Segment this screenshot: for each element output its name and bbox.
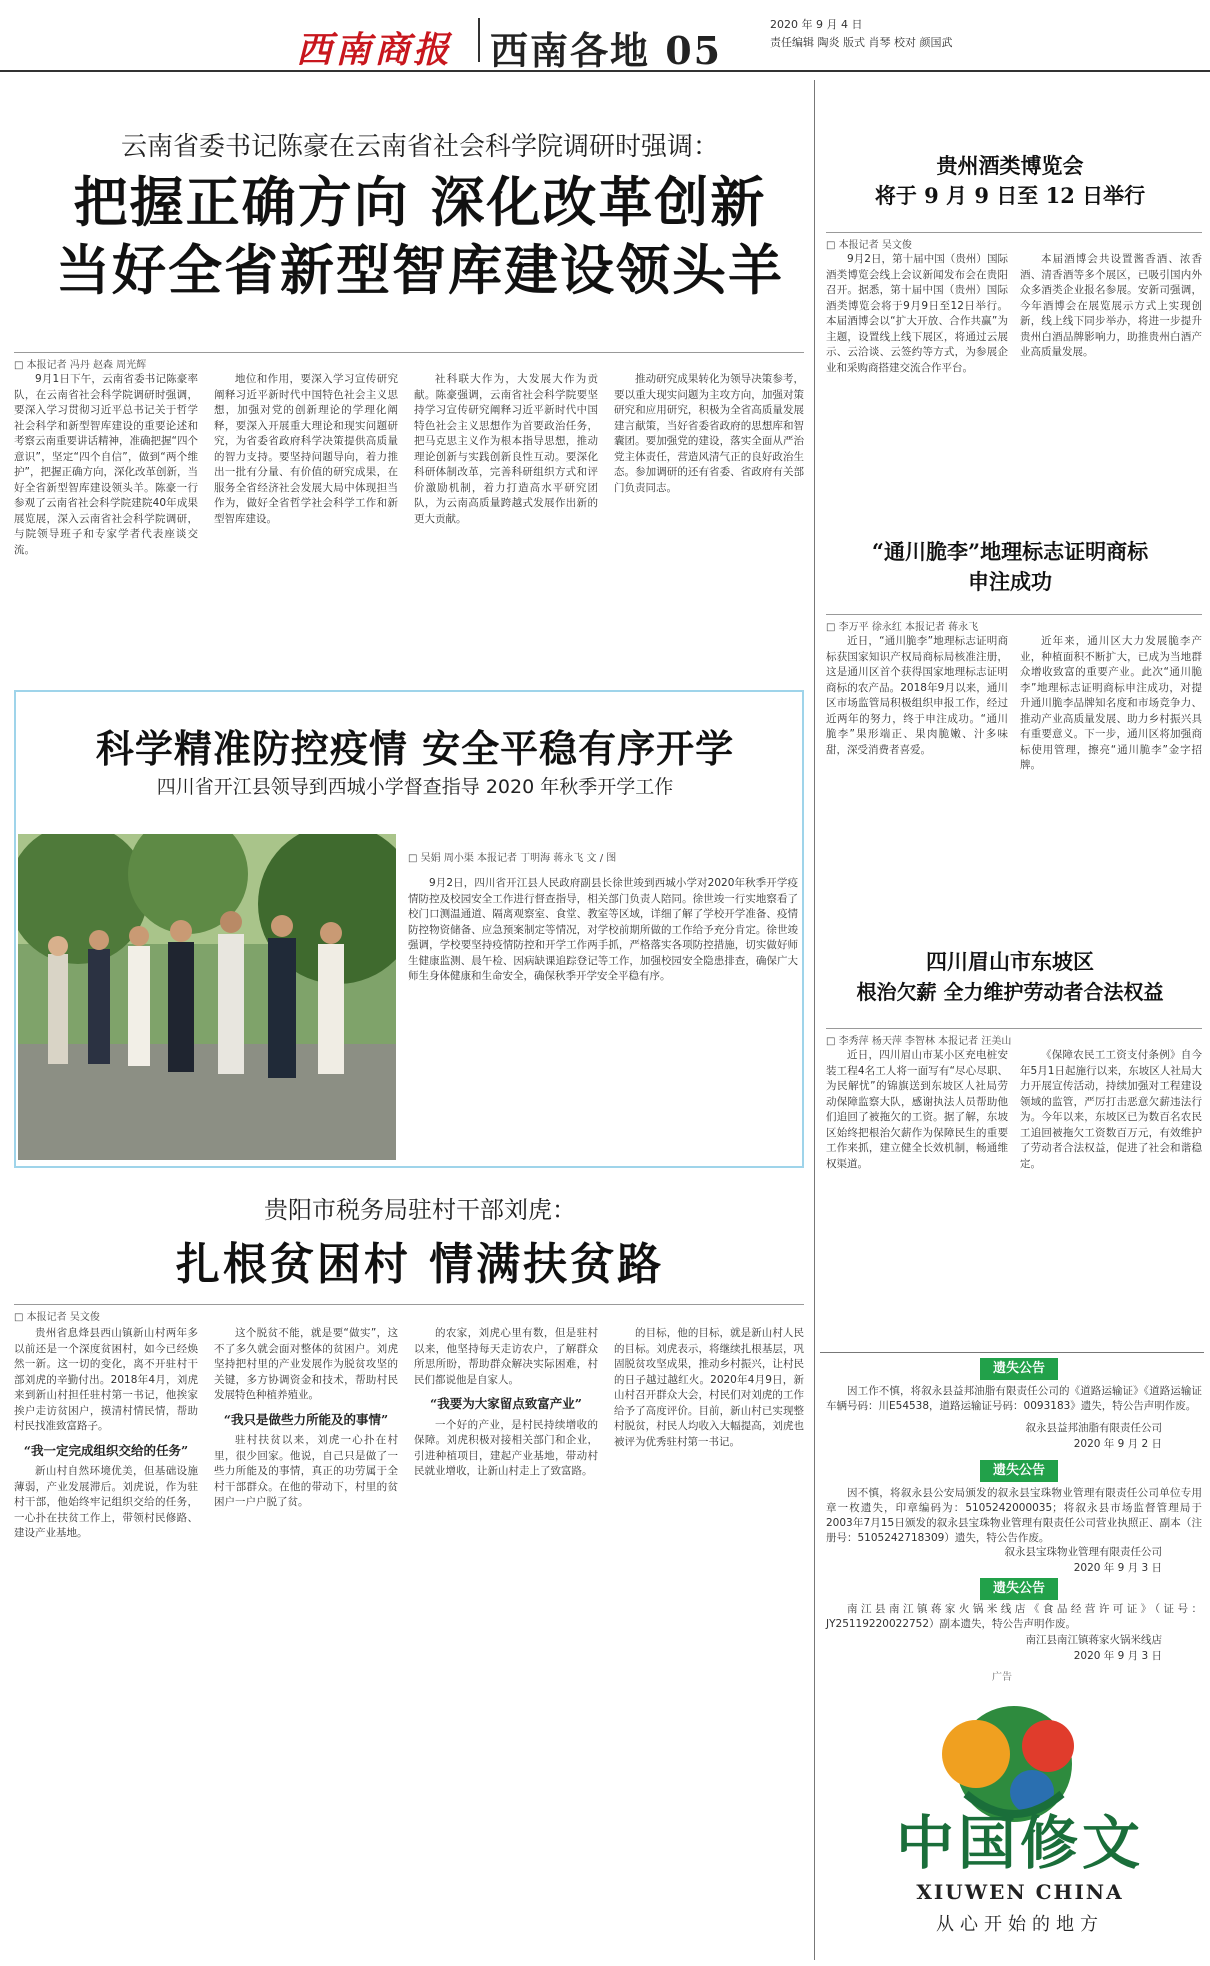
guiyang-col2-text: 这个脱贫不能，就是要“做实”，这不了多久就会面对整体的贫困户。刘虎坚持把村里的产业发展作为脱贫攻坚的关键，多方协调资金和技术，帮助村民发展特色种植养殖业。 bbox=[214, 1327, 398, 1401]
lost-notice-date-1: 2020 年 9 月 2 日 bbox=[1073, 1438, 1162, 1450]
lost-notice-text-2: 因不慎，将叙永县公安局颁发的叙永县宝珠物业管理有限责任公司单位专用章一枚遗失，印章编码为：5105242000035；将叙永县市场监督管理局于2003年7月15日颁发的叙永县宝珠物业管理有限责任公司营业执照正、副本（注册号：5105242718309）遗失，特公告作废。 bbox=[826, 1487, 1202, 1544]
lead-col4-text: 推动研究成果转化为领导决策参考，要以重大现实问题为主攻方向，加强对策研究和应用研究，积极为全省高质量发展建言献策，当好省委省政府的思想库和智囊团。要加强党的建设，落实全面从严治党主体责任，营造风清气正的良好政治生态。参加调研的还有省委、省政府有关部门负责同志。 bbox=[614, 373, 804, 494]
lead-headline-line-2: 当好全省新型智库建设领头羊 bbox=[56, 238, 784, 302]
guiyang-byline-text: 本报记者 吴文俊 bbox=[26, 1312, 100, 1323]
notices-top-rule bbox=[820, 1352, 1204, 1353]
masthead bbox=[0, 0, 1210, 72]
lost-notice-tag-3: 遗失公告 bbox=[980, 1578, 1058, 1600]
lead-byline: □ 本报记者 冯丹 赵森 周光辉 bbox=[14, 352, 804, 371]
tongchuan-title-line-2: 申注成功 bbox=[968, 569, 1052, 594]
tongchuan-column-2 bbox=[1020, 634, 1202, 924]
epidemic-body-text: 9月2日，四川省开江县人民政府副县长徐世竣到西城小学对2020年秋季开学疫情防控及校园安全工作进行督查指导，相关部门负责人陪同。徐世竣一行实地察看了校门口测温通道、隔离观察室、食堂、教室等区域，详细了解了学校开学准备、疫情防控物资储备、应急预案制定等情况，对学校前期所做的工作给予充分肯定。徐世竣强调，学校要坚持疫情防控和开学工作两手抓，严格落实各项防控措施，切实做好师生健康监测、晨午检、因病缺课追踪登记等工作，加强校园安全隐患排查，确保广大师生身体健康和生命安全，确保秋季开学安全平稳有序。 bbox=[408, 877, 798, 982]
meishan-col2-text: 《保障农民工工资支付条例》自今年5月1日起施行以来，东坡区人社局大力开展宣传活动，持续加强对工程建设领域的监管，严厉打击恶意欠薪违法行为。今年以来，东坡区已为数百名农民工追回被拖欠工资数百万元，有效维护了劳动者合法权益，促进了社会和谐稳定。 bbox=[1020, 1049, 1202, 1170]
guiyang-subhead-3: “我要为大家留点致富产业” bbox=[430, 1396, 582, 1411]
epidemic-headline: 科学精准防控疫情 安全平稳有序开学 bbox=[95, 726, 735, 771]
lead-headline-line-1: 把握正确方向 深化改革创新 bbox=[73, 170, 767, 234]
tongchuan-title-line-1: “通川脆李”地理标志证明商标 bbox=[871, 539, 1149, 564]
lost-notice-text-1: 因工作不慎，将叙永县益邦油脂有限责任公司的《道路运输证》《道路运输证车辆号码：川E54538，道路运输证号码：0093183》遗失，特公告声明作废。 bbox=[826, 1385, 1202, 1412]
guizhou-col1-text: 9月2日，第十届中国（贵州）国际酒类博览会线上会议新闻发布会在贵阳召开。据悉，第十届中国（贵州）国际酒类博览会将于9月9日至12日举行。本届酒博会以“扩大开放、合作共赢”为主题，设置线上线下展区，将通过云展示、云洽谈、云签约等方式，为参展企业和采购商搭建交流合作平台。 bbox=[826, 253, 1008, 374]
guiyang-col1b-text: 新山村自然环境优美，但基础设施薄弱，产业发展滞后。刘虎说，作为驻村干部，他始终牢记组织交给的任务，一心扑在扶贫工作上，带领村民修路、建设产业基地。 bbox=[14, 1465, 198, 1539]
lost-notice-tag-1: 遗失公告 bbox=[980, 1358, 1058, 1380]
section-title: 西南各地 05 bbox=[490, 28, 723, 73]
meishan-column-2 bbox=[1020, 1048, 1202, 1344]
editor-credits: 责任编辑 陶炎 版式 肖琴 校对 颜国武 bbox=[770, 36, 953, 49]
masthead-divider bbox=[478, 18, 480, 62]
lead-column-4 bbox=[614, 372, 804, 680]
meishan-byline: □ 李秀萍 杨天萍 李智林 本报记者 汪美山 bbox=[826, 1028, 1202, 1047]
guiyang-column-4 bbox=[614, 1326, 804, 1956]
guizhou-col2-text: 本届酒博会共设置酱香酒、浓香酒、清香酒等多个展区，已吸引国内外众多酒类企业报名参展。安新司强调，今年酒博会在展览展示方式上实现创新，线上线下同步举办，将进一步提升贵州白酒品牌影响力，助推贵州白酒产业高质量发展。 bbox=[1020, 253, 1202, 358]
guiyang-col2b-text: 驻村扶贫以来，刘虎一心扑在村里，很少回家。他说，自己只是做了一些力所能及的事情，真正的功劳属于全村干部群众。在他的带动下，村里的贫困户一户户脱了贫。 bbox=[214, 1434, 398, 1508]
issue-date: 2020 年 9 月 4 日 bbox=[770, 18, 863, 31]
guizhou-title-line-1: 贵州酒类博览会 bbox=[936, 153, 1084, 178]
epidemic-byline-text: 吴娟 周小渠 本报记者 丁明海 蒋永飞 文 / 图 bbox=[420, 853, 617, 864]
guizhou-byline-text: 本报记者 吴文俊 bbox=[838, 240, 912, 251]
masthead-meta bbox=[770, 16, 952, 52]
school-inspection-photo bbox=[18, 834, 396, 1160]
meishan-byline-text: 李秀萍 杨天萍 李智林 本报记者 汪美山 bbox=[838, 1036, 1012, 1047]
guiyang-col3b-text: 一个好的产业，是村民持续增收的保障。刘虎积极对接相关部门和企业，引进种植项目，建起产业基地，带动村民就业增收，让新山村走上了致富路。 bbox=[414, 1418, 598, 1477]
tongchuan-col2-text: 近年来，通川区大力发展脆李产业，种植面积不断扩大，已成为当地群众增收致富的重要产业。此次“通川脆李”地理标志证明商标申注成功，对提升通川脆李品牌知名度和市场竞争力、推动产业高质量发展、助力乡村振兴具有重要意义。下一步，通川区将加强商标使用管理，擦亮“通川脆李”金字招牌。 bbox=[1020, 635, 1202, 771]
lost-notice-signer-1: 叙永县益邦油脂有限责任公司 bbox=[1025, 1422, 1162, 1434]
tongchuan-byline-text: 李万平 徐永红 本报记者 蒋永飞 bbox=[838, 622, 979, 633]
lead-column-2 bbox=[214, 372, 398, 680]
guiyang-headline: 扎根贫困村 情满扶贫路 bbox=[175, 1239, 665, 1290]
guiyang-col3-text: 的农家，刘虎心里有数，但是驻村以来，他坚持每天走访农户，了解群众所思所盼，帮助群众解决实际困难，村民们都说他是自家人。 bbox=[414, 1327, 598, 1386]
epidemic-body bbox=[408, 876, 798, 1162]
ad-logo-english: XIUWEN CHINA bbox=[916, 1880, 1124, 1904]
guiyang-kicker: 贵阳市税务局驻村干部刘虎： bbox=[264, 1196, 576, 1224]
meishan-title-line-2: 根治欠薪 全力维护劳动者合法权益 bbox=[856, 980, 1164, 1004]
tongchuan-column-1 bbox=[826, 634, 1008, 924]
guizhou-title-line-2: 将于 9 月 9 日至 12 日举行 bbox=[874, 183, 1146, 208]
tongchuan-byline: □ 李万平 徐永红 本报记者 蒋永飞 bbox=[826, 614, 1202, 633]
lead-column-3 bbox=[414, 372, 598, 680]
guiyang-col4-text: 的目标，他的目标，就是新山村人民的目标。刘虎表示，将继续扎根基层，巩固脱贫攻坚成果，推动乡村振兴，让村民的日子越过越红火。2020年4月9日，新山村召开群众大会，村民们对刘虎的工作给予了高度评价。目前，新山村已实现整村脱贫，村民人均收入大幅提高，刘虎也被评为优秀驻村第一书记。 bbox=[614, 1327, 804, 1448]
guiyang-col1-text: 贵州省息烽县西山镇新山村两年多以前还是一个深度贫困村，如今已经焕然一新。这一切的变化，离不开驻村干部刘虎的辛勤付出。2018年4月，刘虎来到新山村担任驻村第一书记，他挨家挨户走访贫困户，摸清村情民情，帮助村民找准致富路子。 bbox=[14, 1327, 198, 1432]
ad-logo-chinese: 中国修文 bbox=[895, 1809, 1144, 1877]
photo-illustration bbox=[18, 834, 396, 1160]
lead-col3-text: 社科联大作为，大发展大作为贡献。陈豪强调，云南省社会科学院要坚持学习宣传研究阐释习近平新时代中国特色社会主义思想作为首要政治任务，把马克思主义作为根本指导思想，推动理论创新与实践创新良性互动。要深化科研体制改革，完善科研组织方式和评价激励机制，着力打造高水平研究团队，为云南高质量跨越式发展作出新的更大贡献。 bbox=[414, 373, 598, 525]
meishan-col1-text: 近日，四川眉山市某小区充电桩安装工程4名工人将一面写有“尽心尽职、为民解忧”的锦旗送到东坡区人社局劳动保障监察大队，感谢执法人员帮助他们追回了被拖欠的工资。据了解，东坡区始终把根治欠薪作为保障民生的重要工作来抓，建立健全长效机制，畅通维权渠道。 bbox=[826, 1049, 1008, 1170]
guiyang-byline: □ 本报记者 吴文俊 bbox=[14, 1304, 804, 1323]
lead-headline bbox=[20, 168, 820, 304]
guizhou-byline: □ 本报记者 吴文俊 bbox=[826, 232, 1202, 251]
lost-notice-tag-2: 遗失公告 bbox=[980, 1460, 1058, 1482]
guizhou-column-2 bbox=[1020, 252, 1202, 512]
guiyang-column-2 bbox=[214, 1326, 398, 1956]
epidemic-subheadline: 四川省开江县领导到西城小学督查指导 2020 年秋季开学工作 bbox=[156, 776, 674, 798]
lead-col1-text: 9月1日下午，云南省委书记陈豪率队，在云南省社会科学院调研时强调，要深入学习贯彻习近平总书记关于哲学社会科学和新型智库建设的重要论述和考察云南重要讲话精神，准确把握“四个意识”，坚定“四个自信”，做到“两个维护”，把握正确方向，深化改革创新，当好全省新型智库建设领头羊。陈豪一行参观了云南省社会科学院建院40年成果展览展，深入云南省社会科学院调研，与院领导班子和专家学者代表座谈交流。 bbox=[14, 373, 198, 556]
lead-col2-text: 地位和作用，要深入学习宣传研究阐释习近平新时代中国特色社会主义思想，加强对党的创新理论的学理化阐释，要深入开展重大理论和现实问题研究，为省委省政府科学决策提供高质量的智力支持。要坚持问题导向，着力推出一批有分量、有价值的研究成果，在服务全省经济社会发展大局中体现担当作为，做好全省哲学社会科学工作和新型智库建设。 bbox=[214, 373, 398, 525]
lost-notice-text-3: 南江县南江镇蒋家火锅米线店《食品经营许可证》（证号：JY25119220022752）副本遗失，特公告声明作废。 bbox=[826, 1603, 1202, 1630]
epidemic-byline: □ 吴娟 周小渠 本报记者 丁明海 蒋永飞 文 / 图 bbox=[408, 853, 617, 864]
guiyang-subhead-2: “我只是做些力所能及的事情” bbox=[223, 1411, 389, 1427]
guiyang-column-3 bbox=[414, 1326, 598, 1956]
lost-notice-signer-3: 南江县南江镇蒋家火锅米线店 bbox=[1025, 1634, 1162, 1646]
tongchuan-col1-text: 近日，“通川脆李”地理标志证明商标获国家知识产权局商标局核准注册，这是通川区首个获得国家地理标志证明商标的农产品。2018年9月以来，通川区市场监管局积极组织申报工作，经过近两年的努力，终于申注成功。“通川脆李”果形端正、果肉脆嫩、汁多味甜，深受消费者喜爱。 bbox=[826, 635, 1008, 756]
lost-notice-signer-2: 叙永县宝珠物业管理有限责任公司 bbox=[1004, 1546, 1162, 1558]
lead-byline-text: 本报记者 冯丹 赵森 周光辉 bbox=[26, 360, 147, 371]
right-column-divider bbox=[814, 80, 815, 1960]
ad-label: 广告 bbox=[992, 1672, 1012, 1683]
lost-notice-date-2: 2020 年 9 月 3 日 bbox=[1073, 1562, 1162, 1574]
guiyang-column-1 bbox=[14, 1326, 198, 1956]
guiyang-subhead-1: “我一定完成组织交给的任务” bbox=[23, 1442, 189, 1458]
lead-column-1 bbox=[14, 372, 198, 680]
guizhou-column-1 bbox=[826, 252, 1008, 512]
meishan-column-1 bbox=[826, 1048, 1008, 1344]
lost-notice-date-3: 2020 年 9 月 3 日 bbox=[1073, 1650, 1162, 1662]
meishan-title-line-1: 四川眉山市东坡区 bbox=[926, 949, 1094, 974]
lead-kicker: 云南省委书记陈豪在云南省社会科学院调研时强调： bbox=[120, 132, 719, 162]
ad-slogan: 从心开始的地方 bbox=[936, 1914, 1104, 1935]
newspaper-brand: 西南商报 bbox=[296, 29, 453, 71]
